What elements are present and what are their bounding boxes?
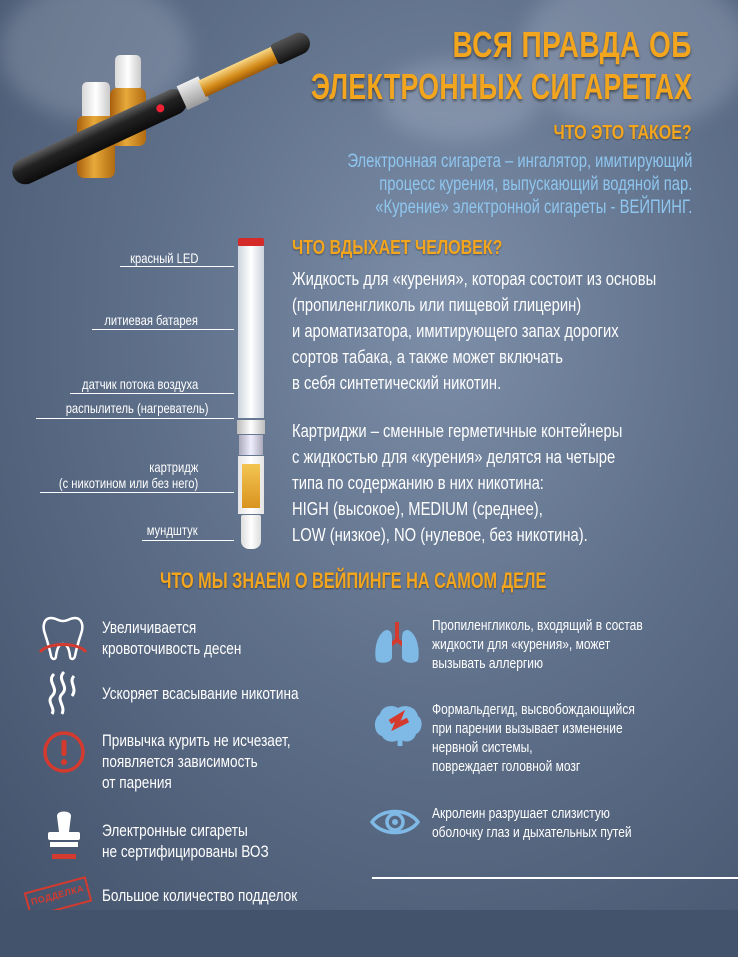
diagram-leader-line: [142, 540, 234, 541]
lungs-icon: [372, 620, 422, 666]
inhales-paragraph-2: [292, 418, 622, 548]
fact-line: оболочку глаз и дыхательных путей: [432, 824, 632, 841]
fact-formaldehyde: [432, 700, 635, 776]
fact-not-certified: [102, 820, 269, 862]
paragraph-line: и ароматизатора, имитирующего запах дорогих: [292, 321, 619, 341]
fact-propylene-glycol: [432, 616, 643, 673]
fact-line: Привычка курить не исчезает,: [102, 731, 291, 750]
diagram-label-cartridge: картридж: [149, 459, 198, 475]
diagram-leader-line: [36, 418, 234, 419]
eye-icon: [370, 806, 420, 838]
fact-counterfeits: [102, 885, 297, 906]
paragraph-line: LOW (низкое), NO (нулевое, без никотина).: [292, 525, 588, 545]
diagram-leader-line: [40, 492, 234, 493]
diagram-label-cartridge-note: (с никотином или без него): [58, 475, 198, 491]
page-title-line1: ВСЯ ПРАВДА ОБ: [452, 24, 692, 65]
diagram-leader-line: [70, 393, 234, 394]
page-title-line2: ЭЛЕКТРОННЫХ СИГАРЕТАХ: [310, 66, 692, 107]
diagram-leader-line: [92, 329, 234, 330]
diagram-leader-line: [120, 266, 234, 267]
paragraph-line: с жидкостью для «курения» делятся на четыре: [292, 447, 616, 467]
paragraph-line: в себя синтетический никотин.: [292, 373, 502, 393]
diagram-label-mouthpiece: мундштук: [147, 522, 198, 538]
fact-addiction: [102, 730, 290, 793]
definition-line: процесс курения, выпускающий водяной пар.: [378, 174, 692, 195]
diagram-label-led: красный LED: [129, 250, 198, 266]
paragraph-line: Картриджи – сменные герметичные контейнеры: [292, 421, 623, 441]
tooth-icon: [38, 612, 88, 664]
fact-line: вызывать аллергию: [432, 655, 543, 672]
fact-line: появляется зависимость: [102, 752, 258, 771]
facts-heading: ЧТО МЫ ЗНАЕМ О ВЕЙПИНГЕ НА САМОМ ДЕЛЕ: [160, 568, 547, 593]
fact-gum-bleeding: [102, 617, 241, 659]
paragraph-line: типа по содержанию в них никотина:: [292, 473, 544, 493]
diagram-label-atomizer: распылитель (нагреватель): [65, 400, 208, 416]
fact-line: Формальдегид, высвобождающийся: [432, 701, 635, 718]
paragraph-line: (пропиленгликоль или пищевой глицерин): [292, 295, 582, 315]
brain-icon: [370, 702, 424, 748]
divider: [372, 877, 738, 879]
fact-nicotine-absorption: [102, 683, 299, 704]
paragraph-line: сортов табака, а также может включать: [292, 347, 563, 367]
fact-line: жидкости для «курения», может: [432, 636, 611, 653]
fake-stamp-icon: ПОДДЕЛКА: [24, 876, 93, 910]
fact-line: от парения: [102, 773, 172, 792]
fact-line: Увеличивается: [102, 618, 197, 637]
smoke-icon: [44, 670, 80, 716]
fact-line: кровоточивость десен: [102, 639, 242, 658]
fact-line: Акролеин разрушает слизистую: [432, 805, 610, 822]
fact-acrolein: [432, 804, 632, 842]
fact-line: Пропиленгликоль, входящий в состав: [432, 617, 643, 634]
warning-icon: [42, 730, 86, 774]
definition-text: [347, 150, 692, 219]
fact-line: нервной системы,: [432, 739, 533, 756]
definition-line: «Курение» электронной сигареты - ВЕЙПИНГ.: [374, 197, 692, 218]
paragraph-line: Жидкость для «курения», которая состоит из основы: [292, 269, 657, 289]
fact-line: повреждает головной мозг: [432, 758, 581, 775]
diagram-label-sensor: датчик потока воздуха: [81, 376, 198, 392]
inhales-paragraph-1: [292, 266, 656, 396]
certification-stamp-icon: [42, 808, 86, 864]
paragraph-line: HIGH (высокое), MEDIUM (среднее),: [292, 499, 543, 519]
fact-line: при парении вызывает изменение: [432, 720, 623, 737]
what-is-heading: ЧТО ЭТО ТАКОЕ?: [553, 122, 692, 144]
bottom-band: [0, 910, 738, 957]
e-cigarette-cross-section: [236, 238, 266, 550]
inhales-heading: ЧТО ВДЫХАЕТ ЧЕЛОВЕК?: [292, 237, 503, 259]
definition-line: Электронная сигарета – ингалятор, имитирующий: [346, 151, 692, 172]
fact-line: Электронные сигареты: [102, 821, 248, 840]
diagram-label-battery: литиевая батарея: [104, 312, 198, 328]
fact-line: Ускоряет всасывание никотина: [102, 684, 299, 703]
fact-line: не сертифицированы ВОЗ: [102, 842, 269, 861]
fact-line: Большое количество подделок: [102, 886, 298, 905]
